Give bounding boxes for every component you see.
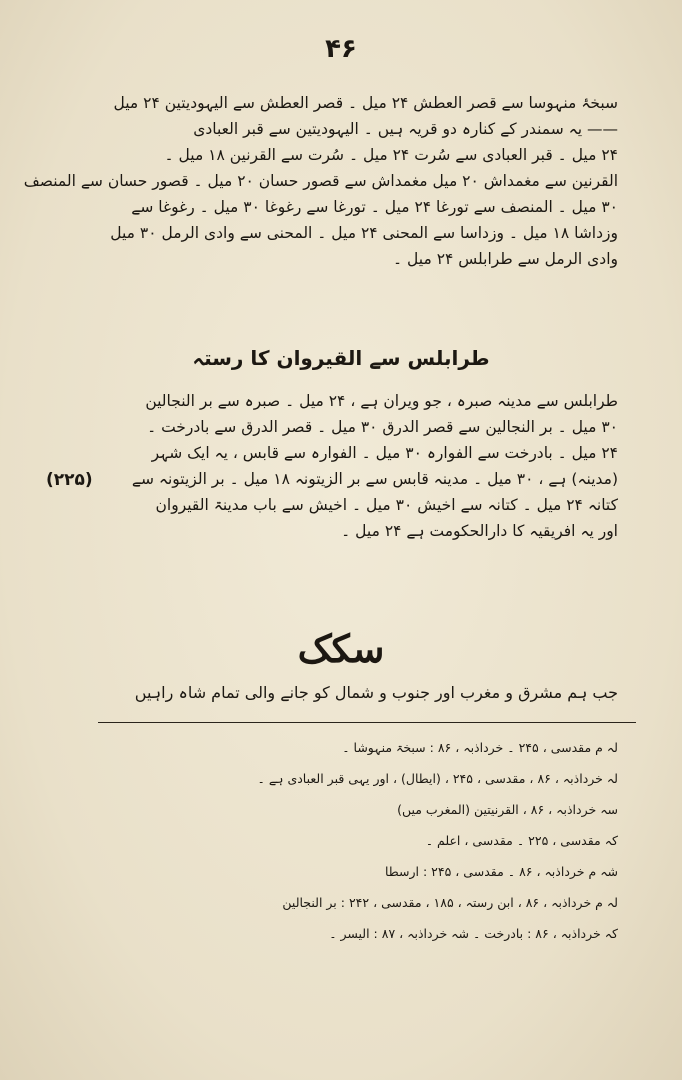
footnote-item: لہ خرداذبہ ، ۸۶ ، مقدسی ، ۲۴۵ ، (ایطال) ، اور یہی قبر العبادی ہے ۔: [257, 771, 618, 786]
text-line: —— یہ سمندر کے کنارہ دو قریہ ہیں ۔ الیہودیتین سے قبر العبادی: [193, 120, 618, 138]
section-heading: طرابلس سے القیروان کا رستہ: [192, 346, 490, 370]
text-line: القرنین سے مغمداش ۲۰ میل مغمداش سے قصور حسان ۲۰ میل ۔ قصور حسان سے المنصف: [23, 172, 618, 190]
text-line: ۳۰ میل ۔ المنصف سے تورغا ۲۴ میل ۔ تورغا سے رغوغا ۳۰ میل ۔ رغوغا سے: [131, 198, 618, 216]
footnote-item: لہ م خرداذبہ ، ۸۶ ، ابن رستہ ، ۱۸۵ ، مقدسی ، ۲۴۲ : بر النجالین: [282, 895, 618, 910]
footnote-item: شہ م خرداذبہ ، ۸۶ ۔ مقدسی ، ۲۴۵ : ارسطا: [384, 864, 618, 879]
intro-line: جب ہم مشرق و مغرب اور جنوب و شمال کو جانے والی تمام شاہ راہیں: [134, 683, 618, 702]
text-line: کتانہ ۲۴ میل ۔ کتانہ سے اخیش ۳۰ میل ۔ اخیش سے باب مدینۃ القیروان: [155, 496, 618, 514]
text-line: سبخۂ منہوسا سے قصر العطش ۲۴ میل ۔ قصر العطش سے الیہودیتین ۲۴ میل: [113, 94, 618, 112]
footnote-item: کہ مقدسی ، ۲۲۵ ۔ مقدسی ، اعلم ۔: [425, 833, 618, 848]
text-line: ۲۴ میل ۔ بادرخت سے الفوارہ ۳۰ میل ۔ الفوارہ سے قابس ، یہ ایک شہر: [151, 444, 618, 462]
route-paragraph: [23, 90, 618, 272]
text-line: ۲۴ میل ۔ قبر العبادی سے سُرت ۲۴ میل ۔ سُرت سے القرنین ۱۸ میل ۔: [164, 146, 618, 164]
page-number: ۴۶: [325, 34, 357, 64]
margin-reference: (۲۲۵): [46, 470, 93, 490]
calligraphy-heading: سکک: [297, 626, 385, 671]
text-line: ۳۰ میل ۔ بر النجالین سے قصر الدرق ۳۰ میل ۔ قصر الدرق سے بادرخت ۔: [147, 418, 618, 436]
footnote-item: سہ خرداذبہ ، ۸۶ ، القرنیتین (المغرب میں): [397, 802, 618, 817]
footnote-divider: [98, 722, 636, 723]
text-line: وزداشا ۱۸ میل ۔ وزداسا سے المحنی ۲۴ میل ۔ المحنی سے وادی الرمل ۳۰ میل: [110, 224, 618, 242]
text-line: اور یہ افریقیہ کا دارالحکومت ہے ۲۴ میل ۔: [341, 522, 618, 540]
text-line: طرابلس سے مدینہ صبرہ ، جو ویران ہے ، ۲۴ میل ۔ صبرہ سے بر النجالین: [145, 392, 618, 410]
section-paragraph: [100, 388, 618, 544]
footnotes: [120, 732, 618, 949]
text-line: (مدینہ) ہے ، ۳۰ میل ۔ مدینہ قابس سے بر الزیتونہ ۱۸ میل ۔ بر الزیتونہ سے: [131, 470, 618, 488]
footnote-item: لہ م مقدسی ، ۲۴۵ ۔ خرداذبہ ، ۸۶ : سبخۃ منہوشا ۔: [342, 740, 618, 755]
footnote-item: کہ خرداذبہ ، ۸۶ : بادرخت ۔ شہ خرداذبہ ، ۸۷ : الیسر ۔: [329, 926, 618, 941]
text-line: وادی الرمل سے طرابلس ۲۴ میل ۔: [393, 250, 618, 268]
